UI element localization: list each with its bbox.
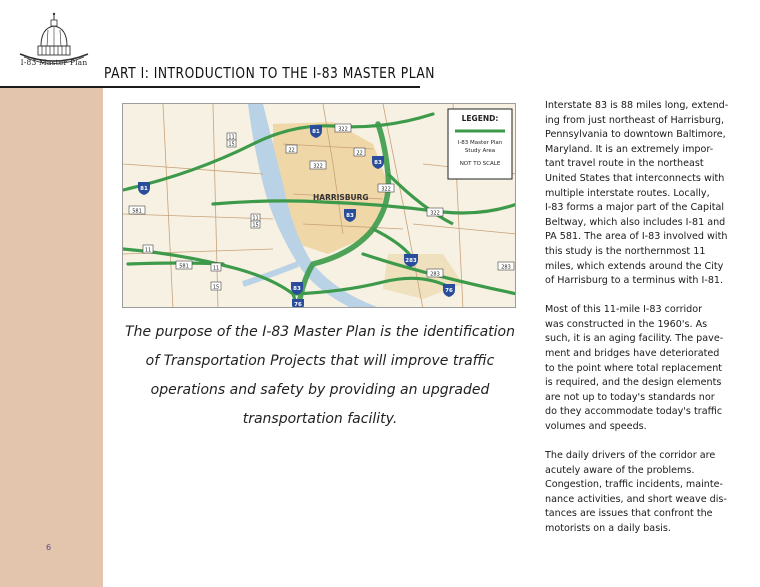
us22-shield-b xyxy=(354,148,365,157)
text-line: of Harrisburg to a terminus with I-81. xyxy=(545,275,724,287)
svg-text:15: 15 xyxy=(252,222,259,229)
text-line: do they accommodate today's traffic xyxy=(545,406,723,418)
svg-text:581: 581 xyxy=(179,263,189,270)
text-line: Maryland. It is an extremely impor- xyxy=(545,143,714,155)
text-line: volumes and speeds. xyxy=(545,420,647,432)
svg-text:76: 76 xyxy=(445,288,453,294)
us322-shield-far xyxy=(427,208,443,217)
us322-shield-right xyxy=(378,184,394,193)
quote-line: transportation facility. xyxy=(242,411,398,427)
text-line: miles, which extends around the City xyxy=(545,260,724,272)
text-line: is required, and the design elements xyxy=(545,377,722,389)
us322-shield-top xyxy=(335,124,351,133)
sidebar-band xyxy=(0,88,103,587)
us11-15-shield-c xyxy=(251,214,260,222)
text-line: nance activities, and short weave dis- xyxy=(545,493,727,505)
text-line: Congestion, traffic incidents, mainte- xyxy=(545,479,724,491)
logo-caption: I-83 Master Plan xyxy=(20,58,88,67)
svg-text:322: 322 xyxy=(313,163,323,170)
text-line: to the point where total replacement xyxy=(545,362,723,374)
legend-item-line-1: I-83 Master Plan xyxy=(457,140,503,146)
text-line: such, it is an aging facility. The pave- xyxy=(545,333,724,345)
svg-text:81: 81 xyxy=(312,129,320,135)
svg-text:22: 22 xyxy=(288,147,295,154)
text-line: I-83 forms a major part of the Capital xyxy=(545,202,725,214)
svg-text:581: 581 xyxy=(132,208,142,215)
page-title: PART I: INTRODUCTION TO THE I-83 MASTER PLAN xyxy=(104,64,435,82)
text-line: The daily drivers of the corridor are xyxy=(545,450,716,462)
pa581-shield-left xyxy=(129,206,145,215)
text-line: Most of this 11-mile I-83 corridor xyxy=(545,304,703,316)
svg-text:76: 76 xyxy=(294,302,302,308)
us15-shield-bottom xyxy=(211,282,221,291)
us283-shield-far xyxy=(498,262,514,271)
us322-shield-mid xyxy=(310,161,326,170)
study-area-map xyxy=(122,103,516,308)
text-line: United States that interconnects with xyxy=(545,172,725,184)
us11-15-shield-b xyxy=(227,140,236,148)
paragraph-overview xyxy=(545,99,729,289)
legend-title: LEGEND: xyxy=(461,114,499,123)
svg-text:11: 11 xyxy=(144,247,152,254)
us11-15-shield-a xyxy=(227,133,236,141)
paragraph-history xyxy=(545,303,729,434)
quote-line: of Transportation Projects that will improve traffic xyxy=(145,353,495,369)
svg-text:322: 322 xyxy=(338,126,348,133)
pa581-shield xyxy=(176,261,192,270)
page-number: 6 xyxy=(46,543,52,552)
text-line: ment and bridges have deteriorated xyxy=(545,348,720,359)
text-line: tances are issues that confront the xyxy=(545,508,713,520)
svg-text:11: 11 xyxy=(212,265,220,272)
text-line: acutely aware of the problems. xyxy=(545,464,695,476)
us11-shield-left xyxy=(143,245,153,254)
text-line: was constructed in the 1960's. As xyxy=(545,318,708,330)
text-line: tant travel route in the northeast xyxy=(545,158,704,170)
i76-shield-left xyxy=(292,299,304,308)
quote-line: The purpose of the I-83 Master Plan is the identification xyxy=(125,324,515,340)
svg-text:83: 83 xyxy=(346,213,354,219)
map-graphic xyxy=(123,104,516,308)
svg-text:83: 83 xyxy=(374,160,382,166)
svg-text:22: 22 xyxy=(356,150,363,157)
svg-text:11: 11 xyxy=(228,134,235,141)
svg-text:283: 283 xyxy=(405,258,417,264)
us22-shield-a xyxy=(286,145,297,154)
us283-shield xyxy=(427,269,443,278)
text-line: PA 581. The area of I-83 involved with xyxy=(545,231,728,243)
body-text-column xyxy=(545,99,729,551)
text-line: multiple interstate routes. Locally, xyxy=(545,187,710,199)
text-line: this study is the northernmost 11 xyxy=(545,245,706,257)
text-line: motorists on a daily basis. xyxy=(545,523,671,535)
svg-text:283: 283 xyxy=(501,264,511,271)
svg-text:15: 15 xyxy=(212,284,220,291)
svg-text:83: 83 xyxy=(293,286,301,292)
text-line: are not up to today's standards nor xyxy=(545,391,715,403)
quote-line: operations and safety by providing an upgraded xyxy=(150,382,490,398)
svg-text:322: 322 xyxy=(430,210,440,217)
text-line: Pennsylvania to downtown Baltimore, xyxy=(545,129,726,141)
map-legend xyxy=(448,109,512,179)
paragraph-drivers xyxy=(545,449,729,537)
svg-text:283: 283 xyxy=(430,271,440,278)
svg-text:322: 322 xyxy=(381,186,391,193)
text-line: ing from just northeast of Harrisburg, xyxy=(545,114,725,126)
us11-shield-bottom xyxy=(211,263,221,272)
legend-item-line-2: Study Area xyxy=(464,148,496,154)
svg-text:11: 11 xyxy=(252,215,259,222)
text-line: Beltway, which also includes I-81 and xyxy=(545,216,726,228)
pull-quote xyxy=(118,318,522,434)
scale-note: NOT TO SCALE xyxy=(459,161,501,167)
svg-text:81: 81 xyxy=(140,186,148,192)
city-label: HARRISBURG xyxy=(313,193,369,202)
text-line: Interstate 83 is 88 miles long, extend- xyxy=(545,100,729,111)
us11-15-shield-d xyxy=(251,221,260,229)
svg-text:15: 15 xyxy=(228,141,235,148)
